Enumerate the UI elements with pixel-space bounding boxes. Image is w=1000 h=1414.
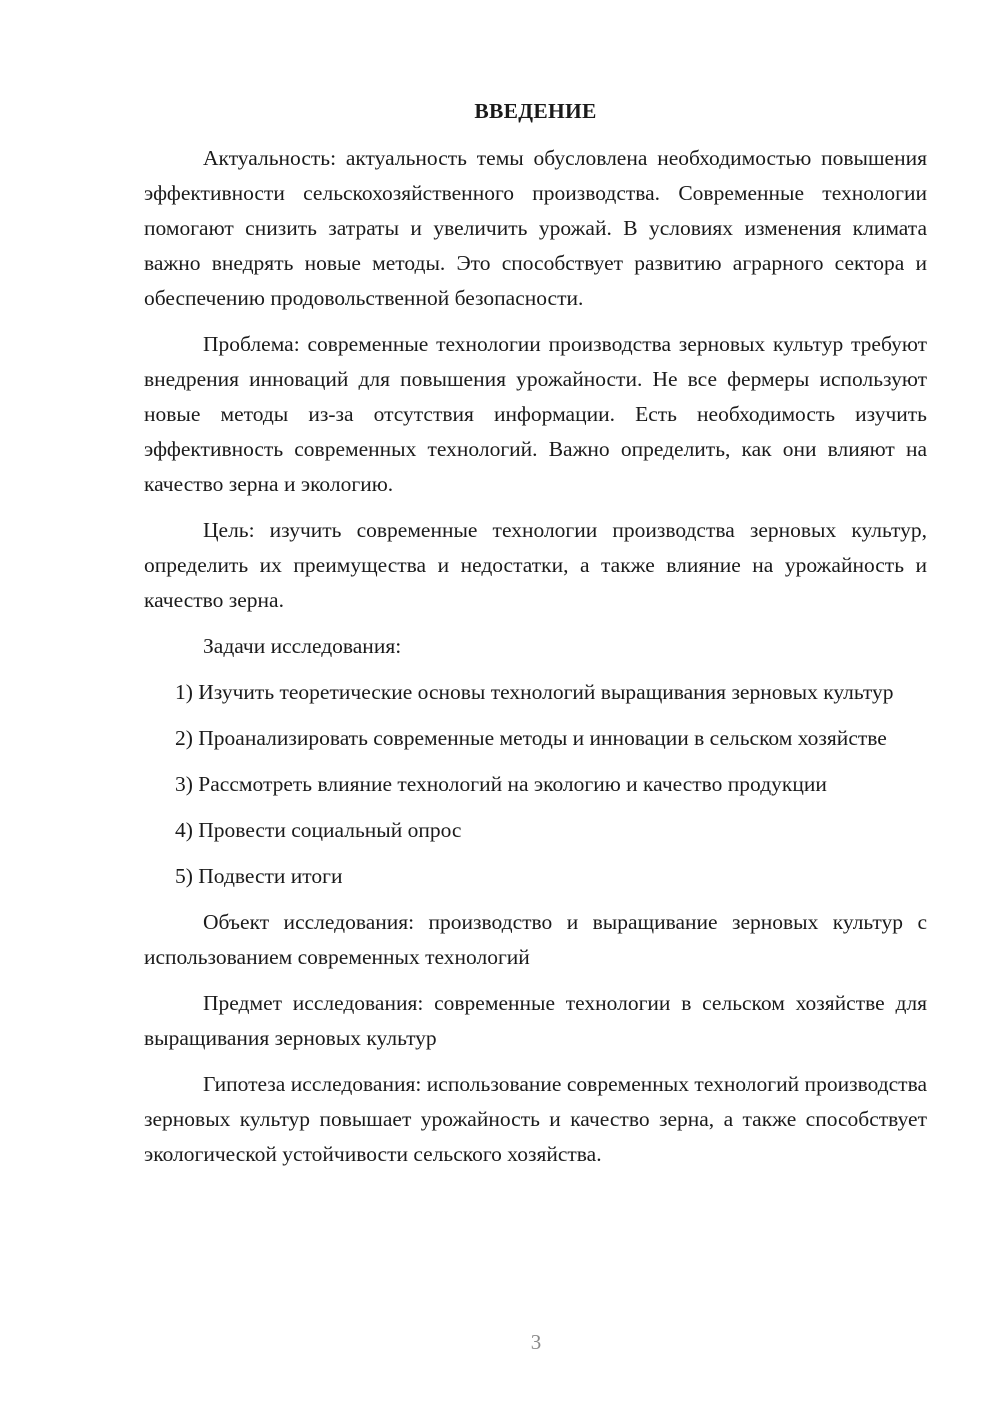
task-item-3: 3) Рассмотреть влияние технологий на экологию и качество продукции bbox=[175, 772, 827, 796]
paragraph-goal: Цель: изучить современные технологии производства зерновых культур, определить их преимущества и недостатки, а также влияние на урожайность и качество зерна. bbox=[144, 518, 927, 612]
page-title: ВВЕДЕНИЕ bbox=[474, 99, 597, 123]
task-item-5: 5) Подвести итоги bbox=[175, 864, 343, 888]
paragraph-hypothesis: Гипотеза исследования: использование современных технологий производства зерновых культур повышает урожайность и качество зерна, а также способствует экологической устойчивости сельского хозяйства. bbox=[144, 1072, 927, 1166]
paragraph-subject: Предмет исследования: современные технологии в сельском хозяйстве для выращивания зерновых культур bbox=[144, 991, 927, 1050]
task-item-4: 4) Провести социальный опрос bbox=[175, 818, 462, 842]
task-item-1: 1) Изучить теоретические основы технологий выращивания зерновых культур bbox=[175, 680, 894, 704]
paragraph-object: Объект исследования: производство и выращивание зерновых культур с использованием современных технологий bbox=[144, 910, 927, 969]
tasks-heading: Задачи исследования: bbox=[203, 634, 402, 658]
page-number: 3 bbox=[530, 1330, 542, 1354]
paragraph-problem: Проблема: современные технологии производства зерновых культур требуют внедрения инноваций для повышения урожайности. Не все фермеры используют новые методы из-за отсутствия информации. Есть необходимость изучить эффективность современных технологий. Важно определить, как они влияют на качество зерна и экологию. bbox=[144, 332, 927, 496]
paragraph-relevance: Актуальность: актуальность темы обусловлена необходимостью повышения эффективности сельскохозяйственного производства. Современные технологии помогают снизить затраты и увеличить урожай. В условиях изменения климата важно внедрять новые методы. Это способствует развитию аграрного сектора и обеспечению продовольственной безопасности. bbox=[144, 146, 927, 310]
document-page bbox=[144, 94, 927, 1183]
task-item-2: 2) Проанализировать современные методы и инновации в сельском хозяйстве bbox=[175, 726, 887, 750]
